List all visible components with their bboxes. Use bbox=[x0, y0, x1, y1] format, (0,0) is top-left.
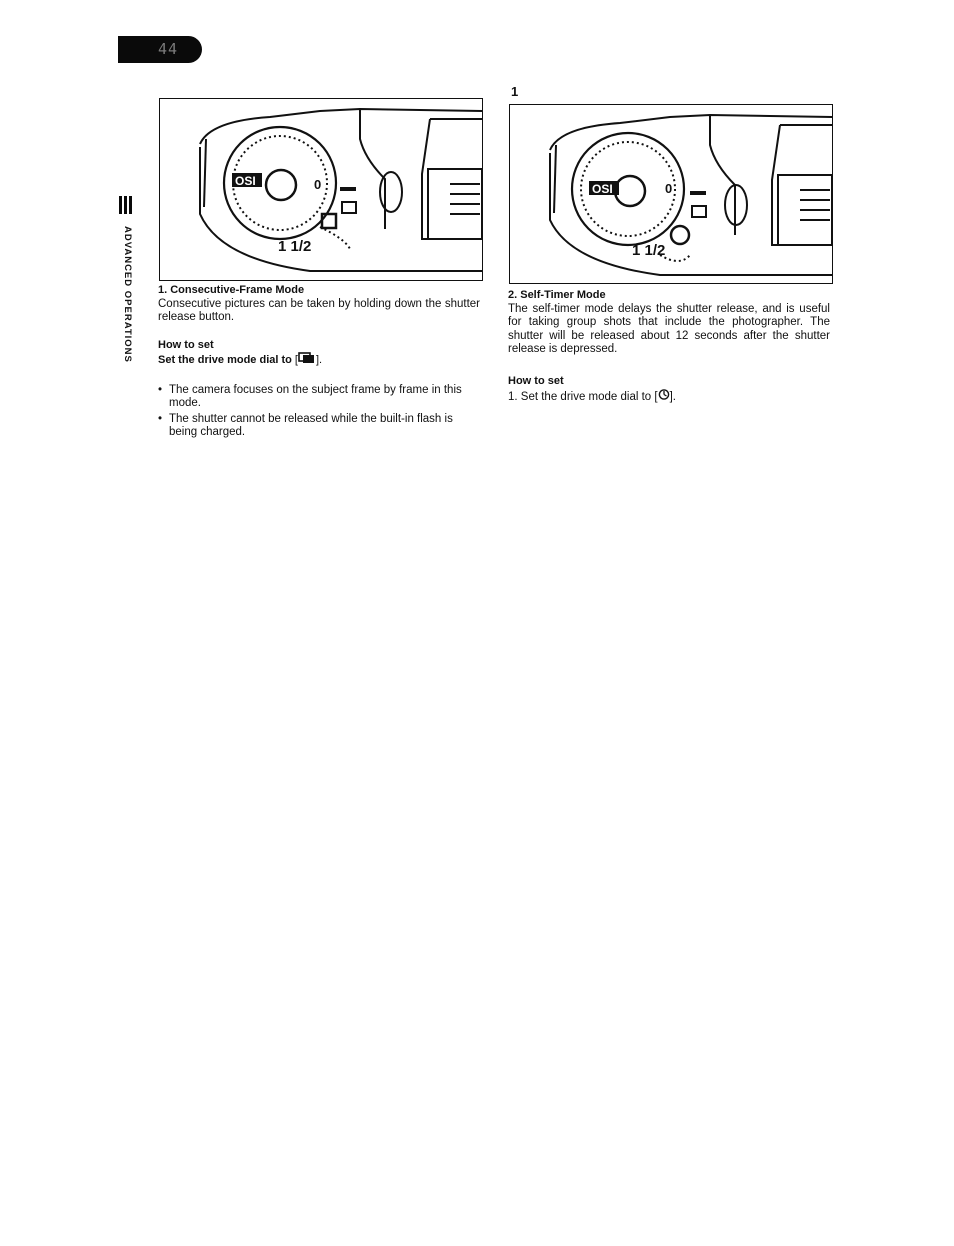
drive-mode-dial-icon bbox=[160, 99, 482, 280]
how-to-set-heading: How to set bbox=[158, 338, 214, 351]
dial-label-one-half: 1 1/2 bbox=[632, 242, 666, 259]
section-marker-icon bbox=[119, 196, 133, 216]
figure-consecutive-frame bbox=[159, 98, 483, 281]
section-title: 1. Consecutive-Frame Mode bbox=[158, 284, 305, 296]
section-self-timer bbox=[508, 289, 830, 405]
notes-list bbox=[158, 384, 480, 440]
dial-label-zero: 0 bbox=[314, 177, 322, 192]
section-consecutive-frame bbox=[158, 284, 480, 442]
instruction: Set the drive mode dial to [ ]. bbox=[158, 354, 323, 366]
section-intro: The self-timer mode delays the shutter release, and is useful for taking group shots that include the photographer. The shutter will be released about 12 seconds after the shutter release is depressed. bbox=[508, 302, 830, 355]
step-1: 1. Set the drive mode dial to [ ]. bbox=[508, 388, 830, 405]
drive-mode-dial-icon bbox=[510, 105, 832, 283]
section-intro: Consecutive pictures can be taken by holding down the shutter release button. bbox=[158, 297, 480, 323]
page-number: 44 bbox=[158, 40, 179, 58]
dial-label-one-half: 1 1/2 bbox=[278, 238, 312, 255]
section-title: 2. Self-Timer Mode bbox=[508, 289, 606, 301]
dial-label-osi: OSI bbox=[235, 174, 256, 188]
self-timer-icon bbox=[658, 388, 670, 400]
list-item: • The camera focuses on the subject frame by frame in this mode. bbox=[158, 384, 480, 411]
section-label: ADVANCED OPERATIONS bbox=[122, 226, 133, 363]
list-item: • The shutter cannot be released while the built-in flash is being charged. bbox=[158, 413, 480, 440]
dial-label-osi: OSI bbox=[592, 182, 613, 196]
figure-self-timer bbox=[509, 104, 833, 284]
page-number-tab bbox=[118, 36, 202, 63]
how-to-set-heading: How to set bbox=[508, 374, 564, 387]
consecutive-frame-icon bbox=[298, 352, 316, 363]
dial-label-zero: 0 bbox=[665, 181, 673, 196]
figure-number: 1 bbox=[511, 84, 519, 99]
